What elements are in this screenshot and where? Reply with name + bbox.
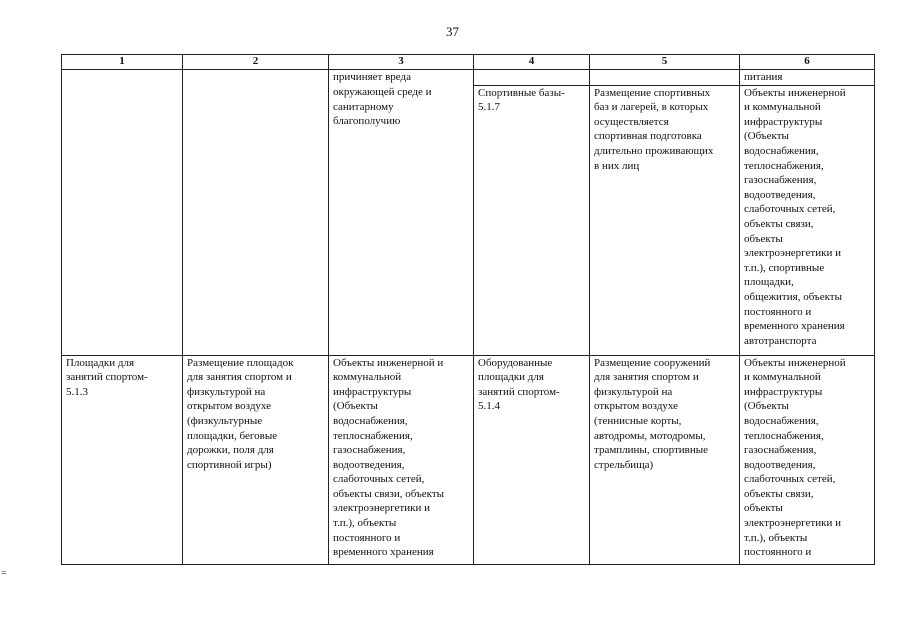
column-header-1: 1 [62, 55, 183, 70]
table-cell [62, 70, 183, 86]
column-header-6: 6 [740, 55, 875, 70]
column-number-row [62, 55, 875, 70]
column-header-2: 2 [183, 55, 329, 70]
table-cell: Площадки для занятий спортом- 5.1.3 [62, 355, 183, 564]
table-cell: Объекты инженерной и коммунальной инфраструктуры (Объекты водоснабжения, теплоснабжения, газоснабжения, водоотведения, слаботочных сетей, объекты связи, объекты электроэнергетики и т.п.), объекты постоянного и временного хранения [329, 355, 474, 564]
page-number: 37 [446, 24, 459, 39]
table-cell: Размещение площадок для занятия спортом и физкультурой на открытом воздухе (физкультурные площадки, беговые дорожки, поля для спортивной игры) [183, 355, 329, 564]
table-cell: Оборудованные площадки для занятий спортом- 5.1.4 [474, 355, 590, 564]
continuation-row [62, 70, 875, 86]
column-header-4: 4 [474, 55, 590, 70]
table-cell [62, 85, 183, 355]
table-cell: Спортивные базы- 5.1.7 [474, 85, 590, 355]
column-header-3: 3 [329, 55, 474, 70]
table-cell: Размещение сооружений для занятия спортом и физкультурой на открытом воздухе (теннисные корты, автодромы, мотодромы, трамплины, спортивные стрельбища) [590, 355, 740, 564]
table-row [62, 85, 875, 355]
table-cell: Размещение спортивных баз и лагерей, в которых осуществляется спортивная подготовка длительно проживающих в них лиц [590, 85, 740, 355]
table-cell: окружающей среде и санитарному благополучию [329, 85, 474, 355]
table-row [62, 355, 875, 564]
column-header-5: 5 [590, 55, 740, 70]
table-cell: Объекты инженерной и коммунальной инфраструктуры (Объекты водоснабжения, теплоснабжения, газоснабжения, водоотведения, слаботочных сетей, объекты связи, объекты электроэнергетики и т.п.), объекты постоянного и [740, 355, 875, 564]
table-cell [183, 85, 329, 355]
table-cell: питания [740, 70, 875, 86]
table-cell [590, 70, 740, 86]
table-cell [474, 70, 590, 86]
table-cell: причиняет вреда [329, 70, 474, 86]
margin-mark: = [1, 568, 7, 579]
zoning-table [61, 54, 875, 565]
table-cell: Объекты инженерной и коммунальной инфраструктуры (Объекты водоснабжения, теплоснабжения, газоснабжения, водоотведения, слаботочных сетей, объекты связи, объекты электроэнергетики и т.п.), спортивные площадки, общежития, объекты постоянного и временного хранения автотранспорта [740, 85, 875, 355]
table-cell [183, 70, 329, 86]
